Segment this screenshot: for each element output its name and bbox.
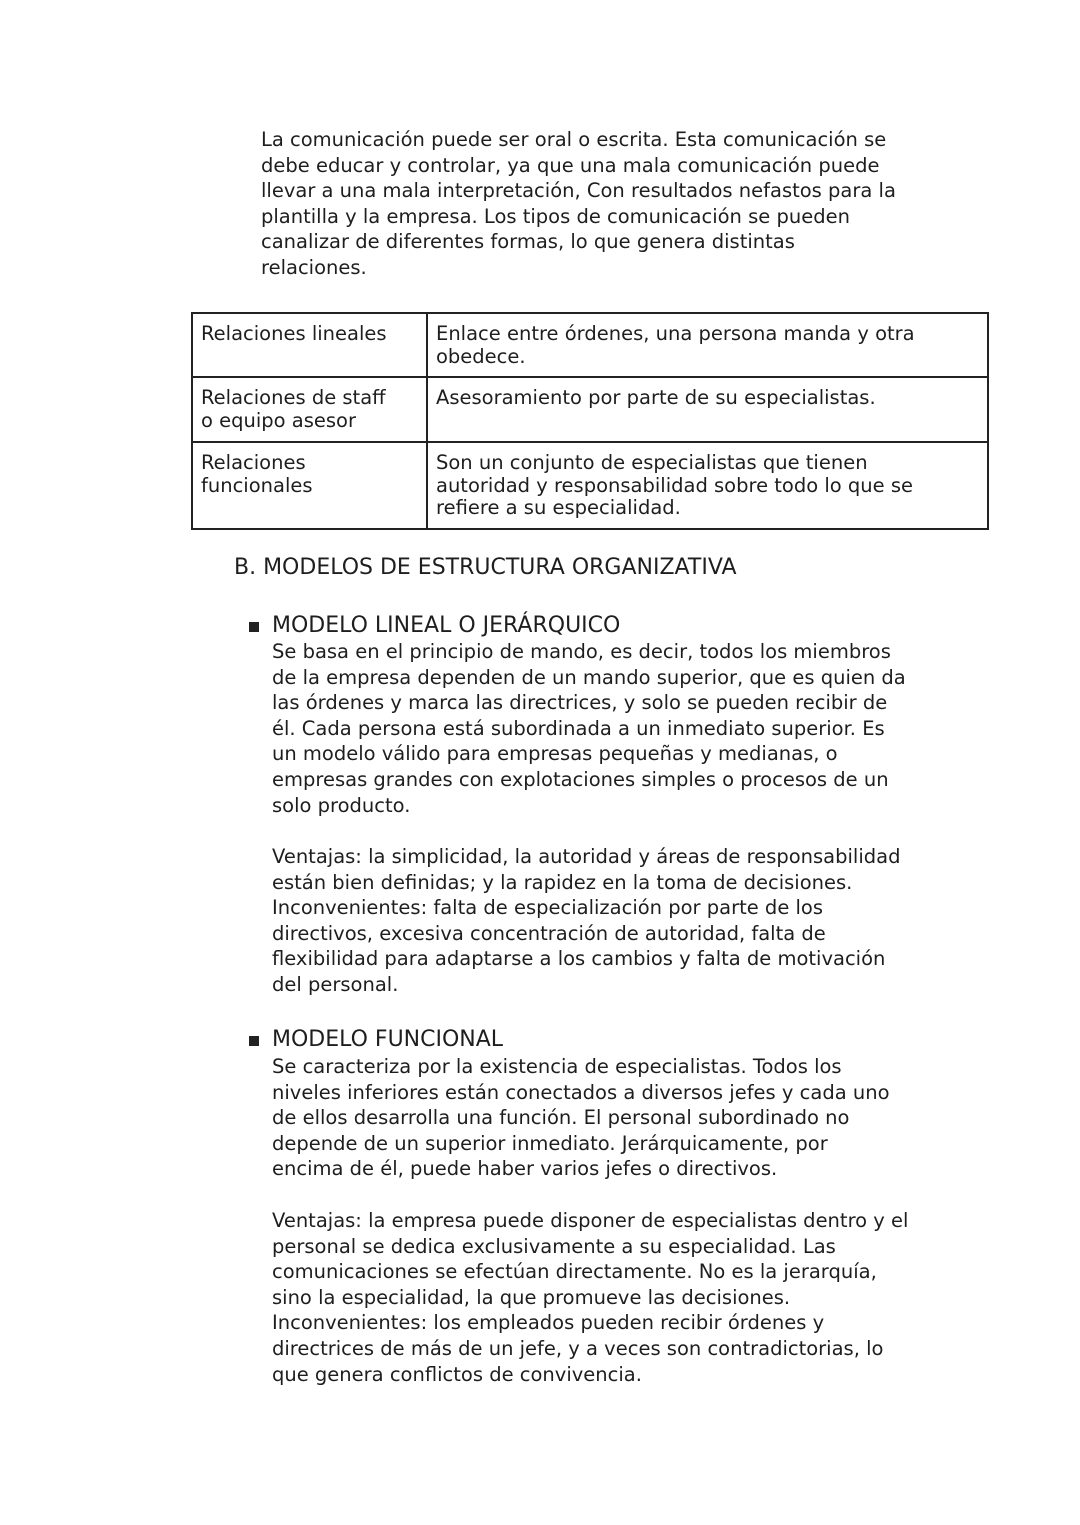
bullet-icon	[249, 1036, 259, 1046]
text-line: empresas grandes con explotaciones simples o procesos de un	[272, 767, 889, 791]
model-title: MODELO FUNCIONAL	[272, 1027, 504, 1052]
relations-table	[191, 312, 989, 530]
model-description	[272, 639, 906, 818]
text-line: están bien definidas; y la rapidez en la toma de decisiones.	[272, 870, 853, 894]
table-cell-term	[192, 377, 427, 442]
text-line: niveles inferiores están conectados a diversos jefes y cada uno	[272, 1080, 890, 1104]
text-line: él. Cada persona está subordinada a un inmediato superior. Es	[272, 716, 885, 740]
table-cell-term	[192, 313, 427, 377]
model-description	[272, 1054, 890, 1182]
text-line: Relaciones	[201, 451, 306, 474]
text-line: personal se dedica exclusivamente a su especialidad. Las	[272, 1234, 836, 1258]
table-cell-description	[427, 377, 988, 442]
text-line: Ventajas: la empresa puede disponer de especialistas dentro y el	[272, 1209, 909, 1232]
text-line: Relaciones de staff	[201, 386, 386, 409]
text-line: un modelo válido para empresas pequeñas y medianas, o	[272, 742, 838, 766]
text-line: Enlace entre órdenes, una persona manda y otra	[436, 322, 915, 345]
text-line: depende de un superior inmediato. Jerárquicamente, por	[272, 1131, 828, 1155]
text-line: del personal.	[272, 972, 399, 996]
text-line: de ellos desarrolla una función. El personal subordinado no	[272, 1106, 850, 1130]
text-line: Inconvenientes: los empleados pueden recibir órdenes y	[272, 1311, 825, 1335]
text-line: Ventajas: la simplicidad, la autoridad y áreas de responsabilidad	[272, 845, 901, 868]
text-line: canalizar de diferentes formas, lo que genera distintas	[261, 230, 795, 254]
text-line: La comunicación puede ser oral o escrita. Esta comunicación se	[261, 128, 887, 151]
model-title: MODELO LINEAL O JERÁRQUICO	[272, 613, 621, 638]
bullet-icon	[249, 622, 259, 632]
text-line: solo producto.	[272, 793, 411, 817]
text-line: Son un conjunto de especialistas que tienen	[436, 451, 868, 474]
table-cell-description	[427, 313, 988, 377]
model-pros-cons	[272, 1208, 908, 1387]
text-line: encima de él, puede haber varios jefes o directivos.	[272, 1157, 778, 1181]
text-line: plantilla y la empresa. Los tipos de comunicación se pueden	[261, 204, 850, 228]
text-line: refiere a su especialidad.	[436, 496, 681, 519]
text-line: las órdenes y marca las directrices, y solo se pueden recibir de	[272, 691, 888, 715]
text-line: relaciones.	[261, 255, 367, 279]
text-line: obedece.	[436, 344, 526, 368]
text-line: debe educar y controlar, ya que una mala comunicación puede	[261, 153, 880, 177]
text-line: Se basa en el principio de mando, es decir, todos los miembros	[272, 640, 891, 663]
section-title: B. MODELOS DE ESTRUCTURA ORGANIZATIVA	[234, 555, 737, 580]
text-line: sino la especialidad, la que promueve las decisiones.	[272, 1285, 791, 1309]
text-line: Inconvenientes: falta de especialización por parte de los	[272, 896, 824, 920]
text-line: directrices de más de un jefe, y a veces son contradictorias, lo	[272, 1336, 884, 1360]
text-line: comunicaciones se efectúan directamente. No es la jerarquía,	[272, 1260, 877, 1284]
text-line: o equipo asesor	[201, 408, 357, 432]
text-line: directivos, excesiva concentración de autoridad, falta de	[272, 921, 826, 945]
text-line: que genera conflictos de convivencia.	[272, 1362, 642, 1386]
table-row	[192, 313, 988, 377]
text-line: de la empresa dependen de un mando superior, que es quien da	[272, 665, 906, 689]
text-line: Se caracteriza por la existencia de especialistas. Todos los	[272, 1055, 842, 1078]
text-line: Relaciones lineales	[201, 322, 387, 345]
model-pros-cons	[272, 844, 900, 998]
text-line: Asesoramiento por parte de su especialistas.	[436, 386, 876, 409]
text-line: funcionales	[201, 473, 313, 497]
table-cell-term	[192, 442, 427, 529]
table-row	[192, 442, 988, 529]
table-cell-description	[427, 442, 988, 529]
table-row	[192, 377, 988, 442]
text-line: flexibilidad para adaptarse a los cambios y falta de motivación	[272, 947, 886, 971]
intro-paragraph	[261, 127, 896, 281]
text-line: autoridad y responsabilidad sobre todo lo que se	[436, 473, 913, 497]
text-line: llevar a una mala interpretación, Con resultados nefastos para la	[261, 179, 896, 203]
